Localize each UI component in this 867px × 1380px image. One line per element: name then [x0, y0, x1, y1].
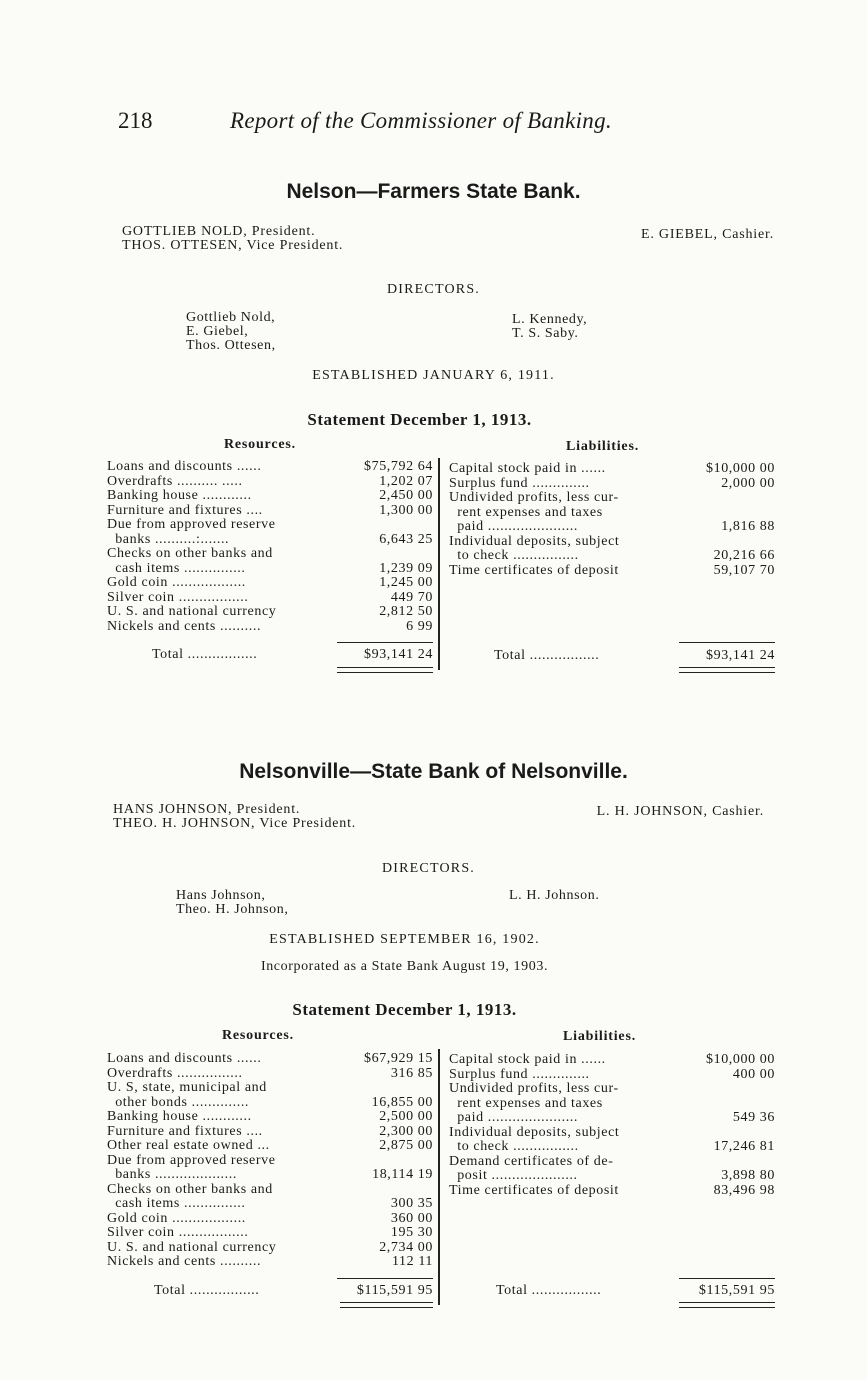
incorporated-line: Incorporated as a State Bank August 19, 1903.: [260, 959, 549, 974]
list-item: other bonds .............. 16,855 00: [107, 1094, 433, 1110]
list-item: posit ..................... 3,898 80: [449, 1168, 775, 1183]
director-name: Theo. H. Johnson,: [176, 902, 289, 917]
list-item: Checks on other banks and: [107, 1181, 273, 1197]
list-item: Silver coin ................. 195 30: [107, 1225, 433, 1240]
director-name: Hans Johnson,: [176, 888, 266, 903]
list-item: Due from approved reserve: [107, 1152, 276, 1168]
director-name: E. Giebel,: [186, 324, 249, 339]
bank-title: Nelson—Farmers State Bank.: [286, 180, 581, 203]
list-item: Gold coin .................. 360 00: [107, 1210, 433, 1226]
list-item: U. S, state, municipal and: [107, 1080, 267, 1095]
directors-right: [512, 313, 587, 341]
director-name: L. H. Johnson.: [509, 888, 600, 903]
list-item: U. S. and national currency 2,812 50: [107, 604, 433, 619]
director-name: Thos. Ottesen,: [186, 338, 276, 353]
director-name: L. Kennedy,: [512, 312, 588, 327]
officer-vice-president: THOS. OTTESEN, Vice President.: [122, 238, 344, 253]
list-item: cash items ............... 300 35: [107, 1196, 433, 1211]
list-item: Loans and discounts ...... $75,792 64: [107, 459, 433, 474]
established-line: ESTABLISHED SEPTEMBER 16, 1902.: [269, 932, 540, 947]
list-item: Time certificates of deposit 59,107 70: [449, 562, 775, 578]
list-item: to check ................ 20,216 66: [449, 548, 775, 563]
list-item: paid ...................... 1,816 88: [449, 519, 775, 534]
list-item: Checks on other banks and: [107, 546, 273, 561]
list-item: Nickels and cents .......... 6 99: [107, 618, 433, 634]
list-item: paid ...................... 549 36: [449, 1110, 775, 1125]
liabilities-list: [449, 462, 775, 578]
list-item: Undivided profits, less cur-: [449, 490, 619, 505]
list-item: Demand certificates of de-: [449, 1153, 614, 1169]
officers-left: [122, 225, 343, 253]
resources-total: $93,141 24: [364, 647, 433, 662]
sum-rule: [337, 1278, 433, 1279]
list-item: Overdrafts .......... ..... 1,202 07: [107, 473, 433, 489]
list-item: Banking house ............ 2,500 00: [107, 1109, 433, 1124]
column-divider: [438, 1049, 440, 1305]
officer-cashier: L. H. JOHNSON, Cashier.: [596, 804, 764, 819]
resources-heading: Resources.: [224, 437, 296, 452]
list-item: Surplus fund .............. 400 00: [449, 1066, 775, 1082]
page-number: 218: [118, 108, 153, 133]
officers-left: [113, 803, 356, 831]
resources-total: $115,591 95: [356, 1283, 433, 1298]
officer-president: HANS JOHNSON, President.: [113, 802, 301, 817]
resources-list: [107, 1052, 433, 1270]
list-item: Silver coin ................. 449 70: [107, 589, 433, 605]
director-name: T. S. Saby.: [512, 326, 579, 341]
double-rule: [340, 1302, 433, 1308]
directors-heading: DIRECTORS.: [381, 861, 476, 876]
double-rule: [337, 667, 433, 673]
statement-heading: Statement December 1, 1913.: [307, 410, 532, 429]
directors-left: [176, 889, 288, 917]
list-item: Individual deposits, subject: [449, 1124, 620, 1140]
double-rule: [679, 667, 775, 673]
list-item: cash items ............... 1,239 09: [107, 560, 433, 576]
officer-vice-president: THEO. H. JOHNSON, Vice President.: [113, 816, 357, 831]
list-item: Banking house ............ 2,450 00: [107, 488, 433, 503]
list-item: banks ..........:....... 6,643 25: [107, 531, 433, 547]
statement-heading: Statement December 1, 1913.: [292, 1000, 517, 1019]
liabilities-total: $93,141 24: [706, 648, 775, 663]
list-item: Time certificates of deposit 83,496 98: [449, 1182, 775, 1198]
resources-list: [107, 460, 433, 634]
officer-cashier: E. GIEBEL, Cashier.: [640, 227, 774, 242]
resources-heading: Resources.: [222, 1028, 294, 1043]
liabilities-heading: Liabilities.: [563, 1029, 636, 1044]
list-item: Other real estate owned ... 2,875 00: [107, 1138, 433, 1153]
list-item: rent expenses and taxes: [449, 504, 603, 520]
column-divider: [438, 458, 440, 670]
bank-title: Nelsonville—State Bank of Nelsonville.: [239, 760, 628, 783]
list-item: Undivided profits, less cur-: [449, 1081, 619, 1096]
list-item: Capital stock paid in ...... $10,000 00: [449, 461, 775, 476]
sum-rule: [679, 642, 775, 643]
director-name: Gottlieb Nold,: [186, 310, 276, 325]
liabilities-total: $115,591 95: [698, 1283, 775, 1298]
list-item: banks .................... 18,114 19: [107, 1167, 433, 1182]
list-item: Capital stock paid in ...... $10,000 00: [449, 1052, 775, 1067]
established-line: ESTABLISHED JANUARY 6, 1911.: [312, 368, 555, 383]
directors-heading: DIRECTORS.: [386, 282, 481, 297]
liabilities-heading: Liabilities.: [566, 439, 639, 454]
directors-left: [186, 311, 276, 353]
sum-rule: [337, 642, 433, 643]
liabilities-list: [449, 1053, 775, 1198]
list-item: Due from approved reserve: [107, 517, 276, 532]
list-item: Overdrafts ................ 316 85: [107, 1065, 433, 1081]
list-item: Individual deposits, subject: [449, 533, 620, 549]
list-item: Loans and discounts ...... $67,929 15: [107, 1051, 433, 1066]
list-item: to check ................ 17,246 81: [449, 1139, 775, 1154]
page-header: [118, 108, 678, 138]
list-item: Furniture and fixtures .... 2,300 00: [107, 1123, 433, 1139]
officer-president: GOTTLIEB NOLD, President.: [122, 224, 316, 239]
directors-right: [509, 889, 599, 903]
list-item: Furniture and fixtures .... 1,300 00: [107, 502, 433, 518]
list-item: U. S. and national currency 2,734 00: [107, 1239, 433, 1255]
list-item: rent expenses and taxes: [449, 1095, 603, 1111]
double-rule: [679, 1302, 775, 1308]
list-item: Gold coin .................. 1,245 00: [107, 575, 433, 590]
list-item: Nickels and cents .......... 112 11: [107, 1254, 433, 1269]
sum-rule: [679, 1278, 775, 1279]
running-title: Report of the Commissioner of Banking.: [230, 108, 612, 133]
list-item: Surplus fund .............. 2,000 00: [449, 475, 775, 491]
